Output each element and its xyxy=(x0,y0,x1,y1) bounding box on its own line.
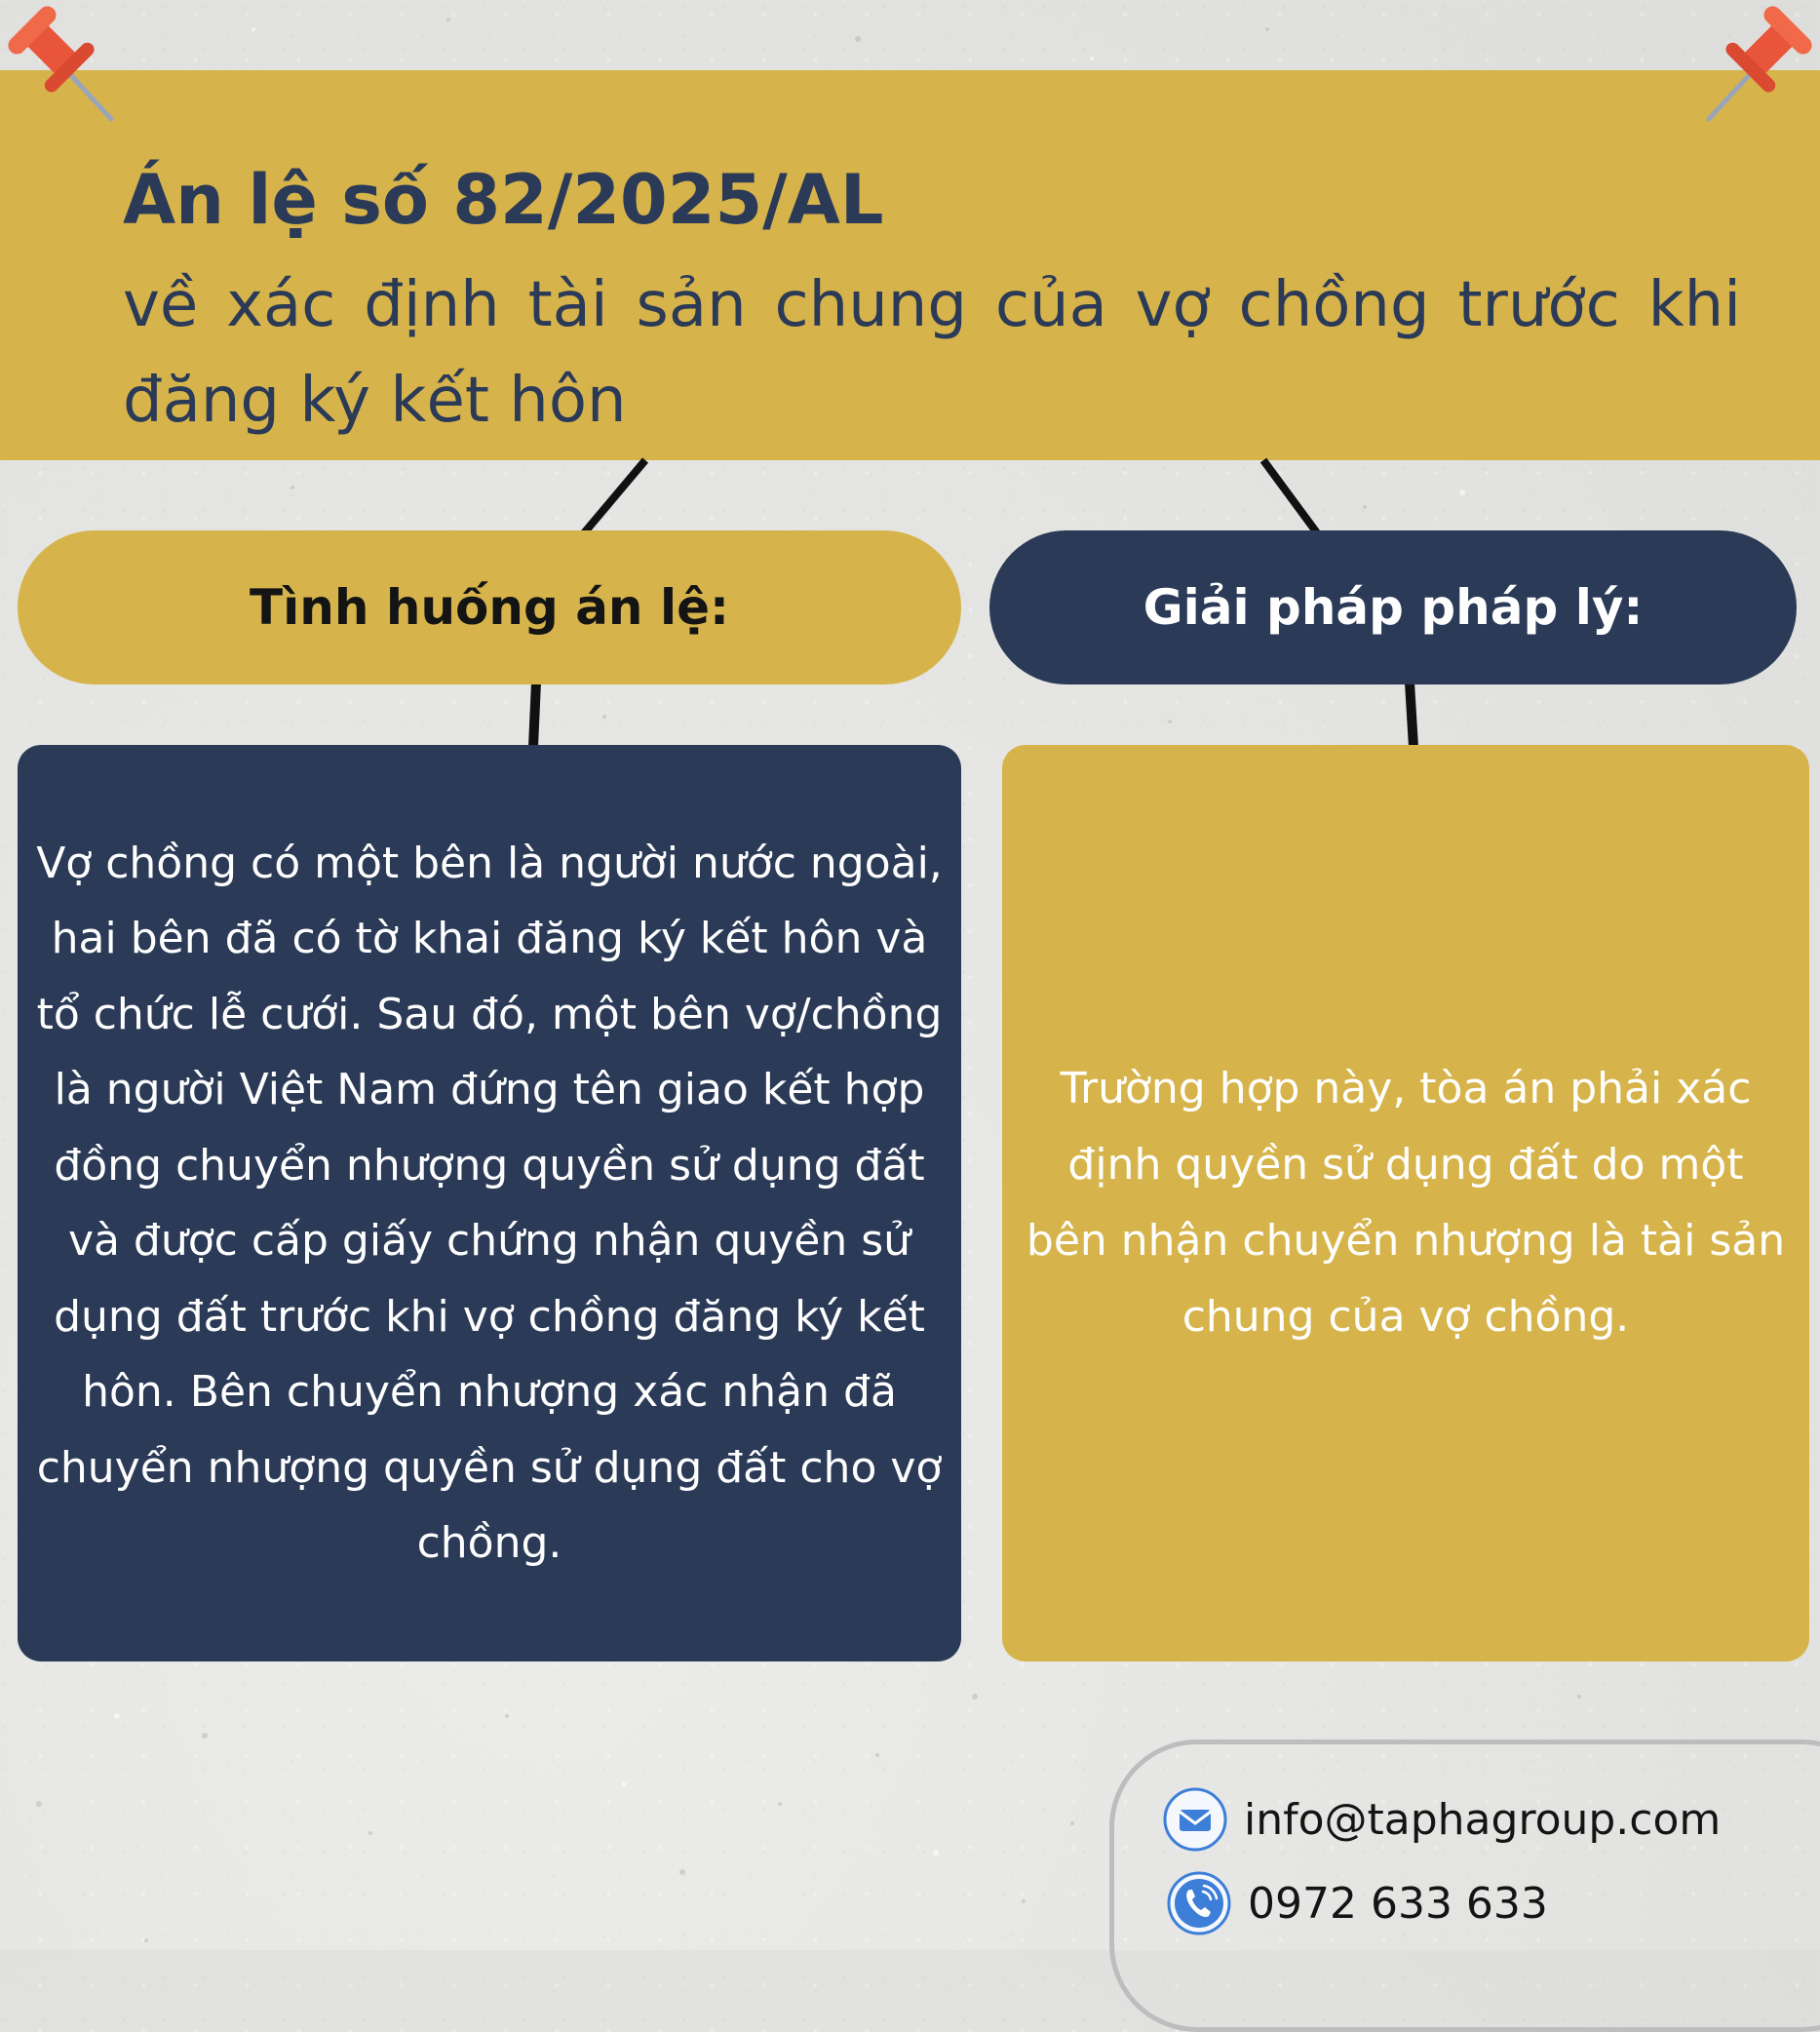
case-situation-heading-label: Tình huống án lệ: xyxy=(250,579,729,636)
contact-email[interactable]: info@taphagroup.com xyxy=(1244,1794,1722,1845)
connector-left-pill-box xyxy=(533,683,536,747)
connector-header-left xyxy=(583,460,645,534)
page-subtitle: về xác định tài sản chung của vợ chồng trước khi đăng ký kết hôn xyxy=(123,269,1741,437)
phone-icon xyxy=(1166,1870,1232,1936)
legal-solution-text: Trường hợp này, tòa án phải xác định quyền sử dụng đất do một bên nhận chuyển nhượng là tài sản chung của vợ chồng. xyxy=(1026,1064,1786,1342)
legal-solution-heading xyxy=(989,530,1797,684)
case-situation-text: Vợ chồng có một bên là người nước ngoài, hai bên đã có tờ khai đăng ký kết hôn và tổ chức lễ cưới. Sau đó, một bên vợ/chồng là người Việt Nam đứng tên giao kết hợp đồng chuyển nhượng quyền sử dụng đất và được cấp giấy chứng nhận quyền sử dụng đất trước khi vợ chồng đăng ký kết hôn. Bên chuyển nhượng xác nhận đã chuyển nhượng quyền sử dụng đất cho vợ chồng. xyxy=(36,838,943,1568)
case-situation-heading xyxy=(18,530,961,684)
page-title: Án lệ số 82/2025/AL xyxy=(123,160,884,240)
connector-right-pill-box xyxy=(1410,683,1413,747)
legal-solution-heading-label: Giải pháp pháp lý: xyxy=(1142,579,1644,636)
pushpin-icon xyxy=(1691,0,1818,127)
pushpin-icon xyxy=(2,0,129,127)
contact-phone-row[interactable] xyxy=(1166,1870,1548,1936)
connector-header-right xyxy=(1263,460,1318,534)
case-situation-box xyxy=(18,745,961,1661)
legal-solution-box xyxy=(1002,745,1809,1661)
mail-icon xyxy=(1162,1786,1228,1853)
contact-phone[interactable]: 0972 633 633 xyxy=(1248,1878,1548,1929)
contact-email-row[interactable] xyxy=(1162,1786,1721,1853)
